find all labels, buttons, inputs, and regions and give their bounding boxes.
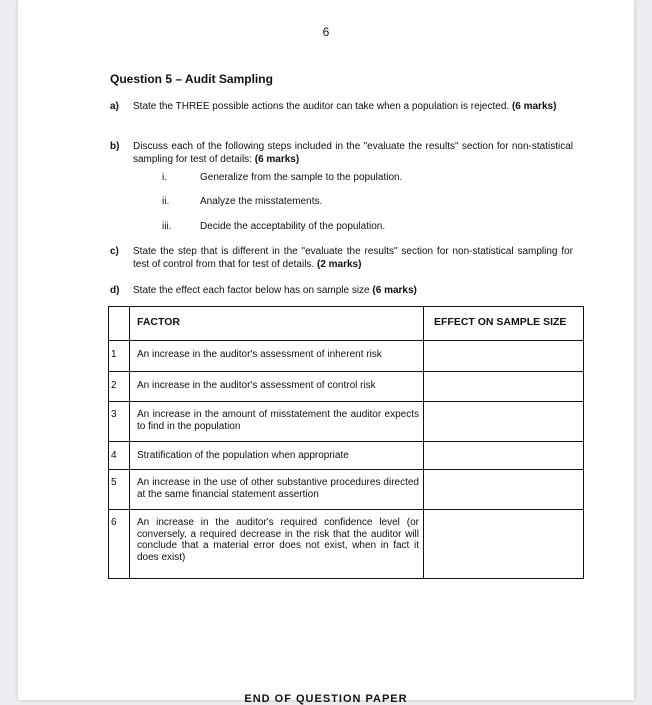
- row-divider: [109, 469, 583, 470]
- factor-cell: An increase in the amount of misstatement the auditor expects to find in the population: [137, 409, 419, 432]
- part-c-marks: (2 marks): [316, 258, 362, 270]
- part-a-text: State the THREE possible actions the auditor can take when a population is rejected.: [133, 101, 510, 112]
- row-number: 1: [111, 349, 117, 360]
- row-number: 6: [111, 517, 117, 528]
- step-text: Generalize from the sample to the population.: [200, 172, 403, 183]
- part-d-text: State the effect each factor below has on sample size: [133, 285, 370, 296]
- row-divider: [109, 340, 583, 341]
- part-c-text: State the step that is different in the "evaluate the results" section for non-statistical sampling for test of control from that for test of details.: [133, 246, 573, 270]
- question-title: Question 5 – Audit Sampling: [110, 72, 273, 86]
- part-d-label: d): [110, 285, 120, 296]
- row-divider: [109, 441, 583, 442]
- part-c-label: c): [110, 246, 119, 257]
- row-divider: [109, 371, 583, 372]
- factor-cell: An increase in the use of other substantive procedures directed at the same financial statement assertion: [137, 477, 419, 500]
- part-b-text: Discuss each of the following steps included in the "evaluate the results" section for non-statistical sampling for test of details:: [133, 141, 573, 165]
- factor-cell: An increase in the auditor's assessment of control risk: [137, 380, 376, 391]
- column-divider: [423, 307, 424, 578]
- part-a-label: a): [110, 101, 119, 112]
- step-text: Decide the acceptability of the population.: [200, 221, 386, 232]
- step-number: ii.: [162, 196, 170, 207]
- part-a-marks: (6 marks): [511, 101, 557, 112]
- part-d-marks: (6 marks): [372, 285, 417, 296]
- part-b-marks: (6 marks): [254, 153, 300, 165]
- factor-cell: An increase in the auditor's required confidence level (or conversely, a required decrease in the risk that the auditor will conclude that a material error does not exist, when in fact it does exist): [137, 517, 419, 563]
- row-number: 2: [111, 380, 117, 391]
- page-number: 6: [322, 25, 330, 39]
- document-page: [18, 0, 634, 705]
- column-divider: [129, 307, 130, 578]
- step-number: i.: [162, 172, 167, 183]
- part-b-label: b): [110, 141, 120, 152]
- sample-size-table: [108, 306, 584, 579]
- header-effect: EFFECT ON SAMPLE SIZE: [434, 316, 567, 328]
- step-number: iii.: [162, 221, 172, 232]
- row-divider: [109, 401, 583, 402]
- header-factor: FACTOR: [137, 316, 180, 328]
- step-text: Analyze the misstatements.: [200, 196, 323, 207]
- end-of-paper-footer: END OF QUESTION PAPER: [244, 693, 408, 705]
- row-divider: [109, 509, 583, 510]
- row-number: 3: [111, 409, 117, 420]
- row-number: 4: [111, 450, 117, 461]
- factor-cell: Stratification of the population when appropriate: [137, 450, 349, 461]
- factor-cell: An increase in the auditor's assessment of inherent risk: [137, 349, 382, 360]
- row-number: 5: [111, 477, 117, 488]
